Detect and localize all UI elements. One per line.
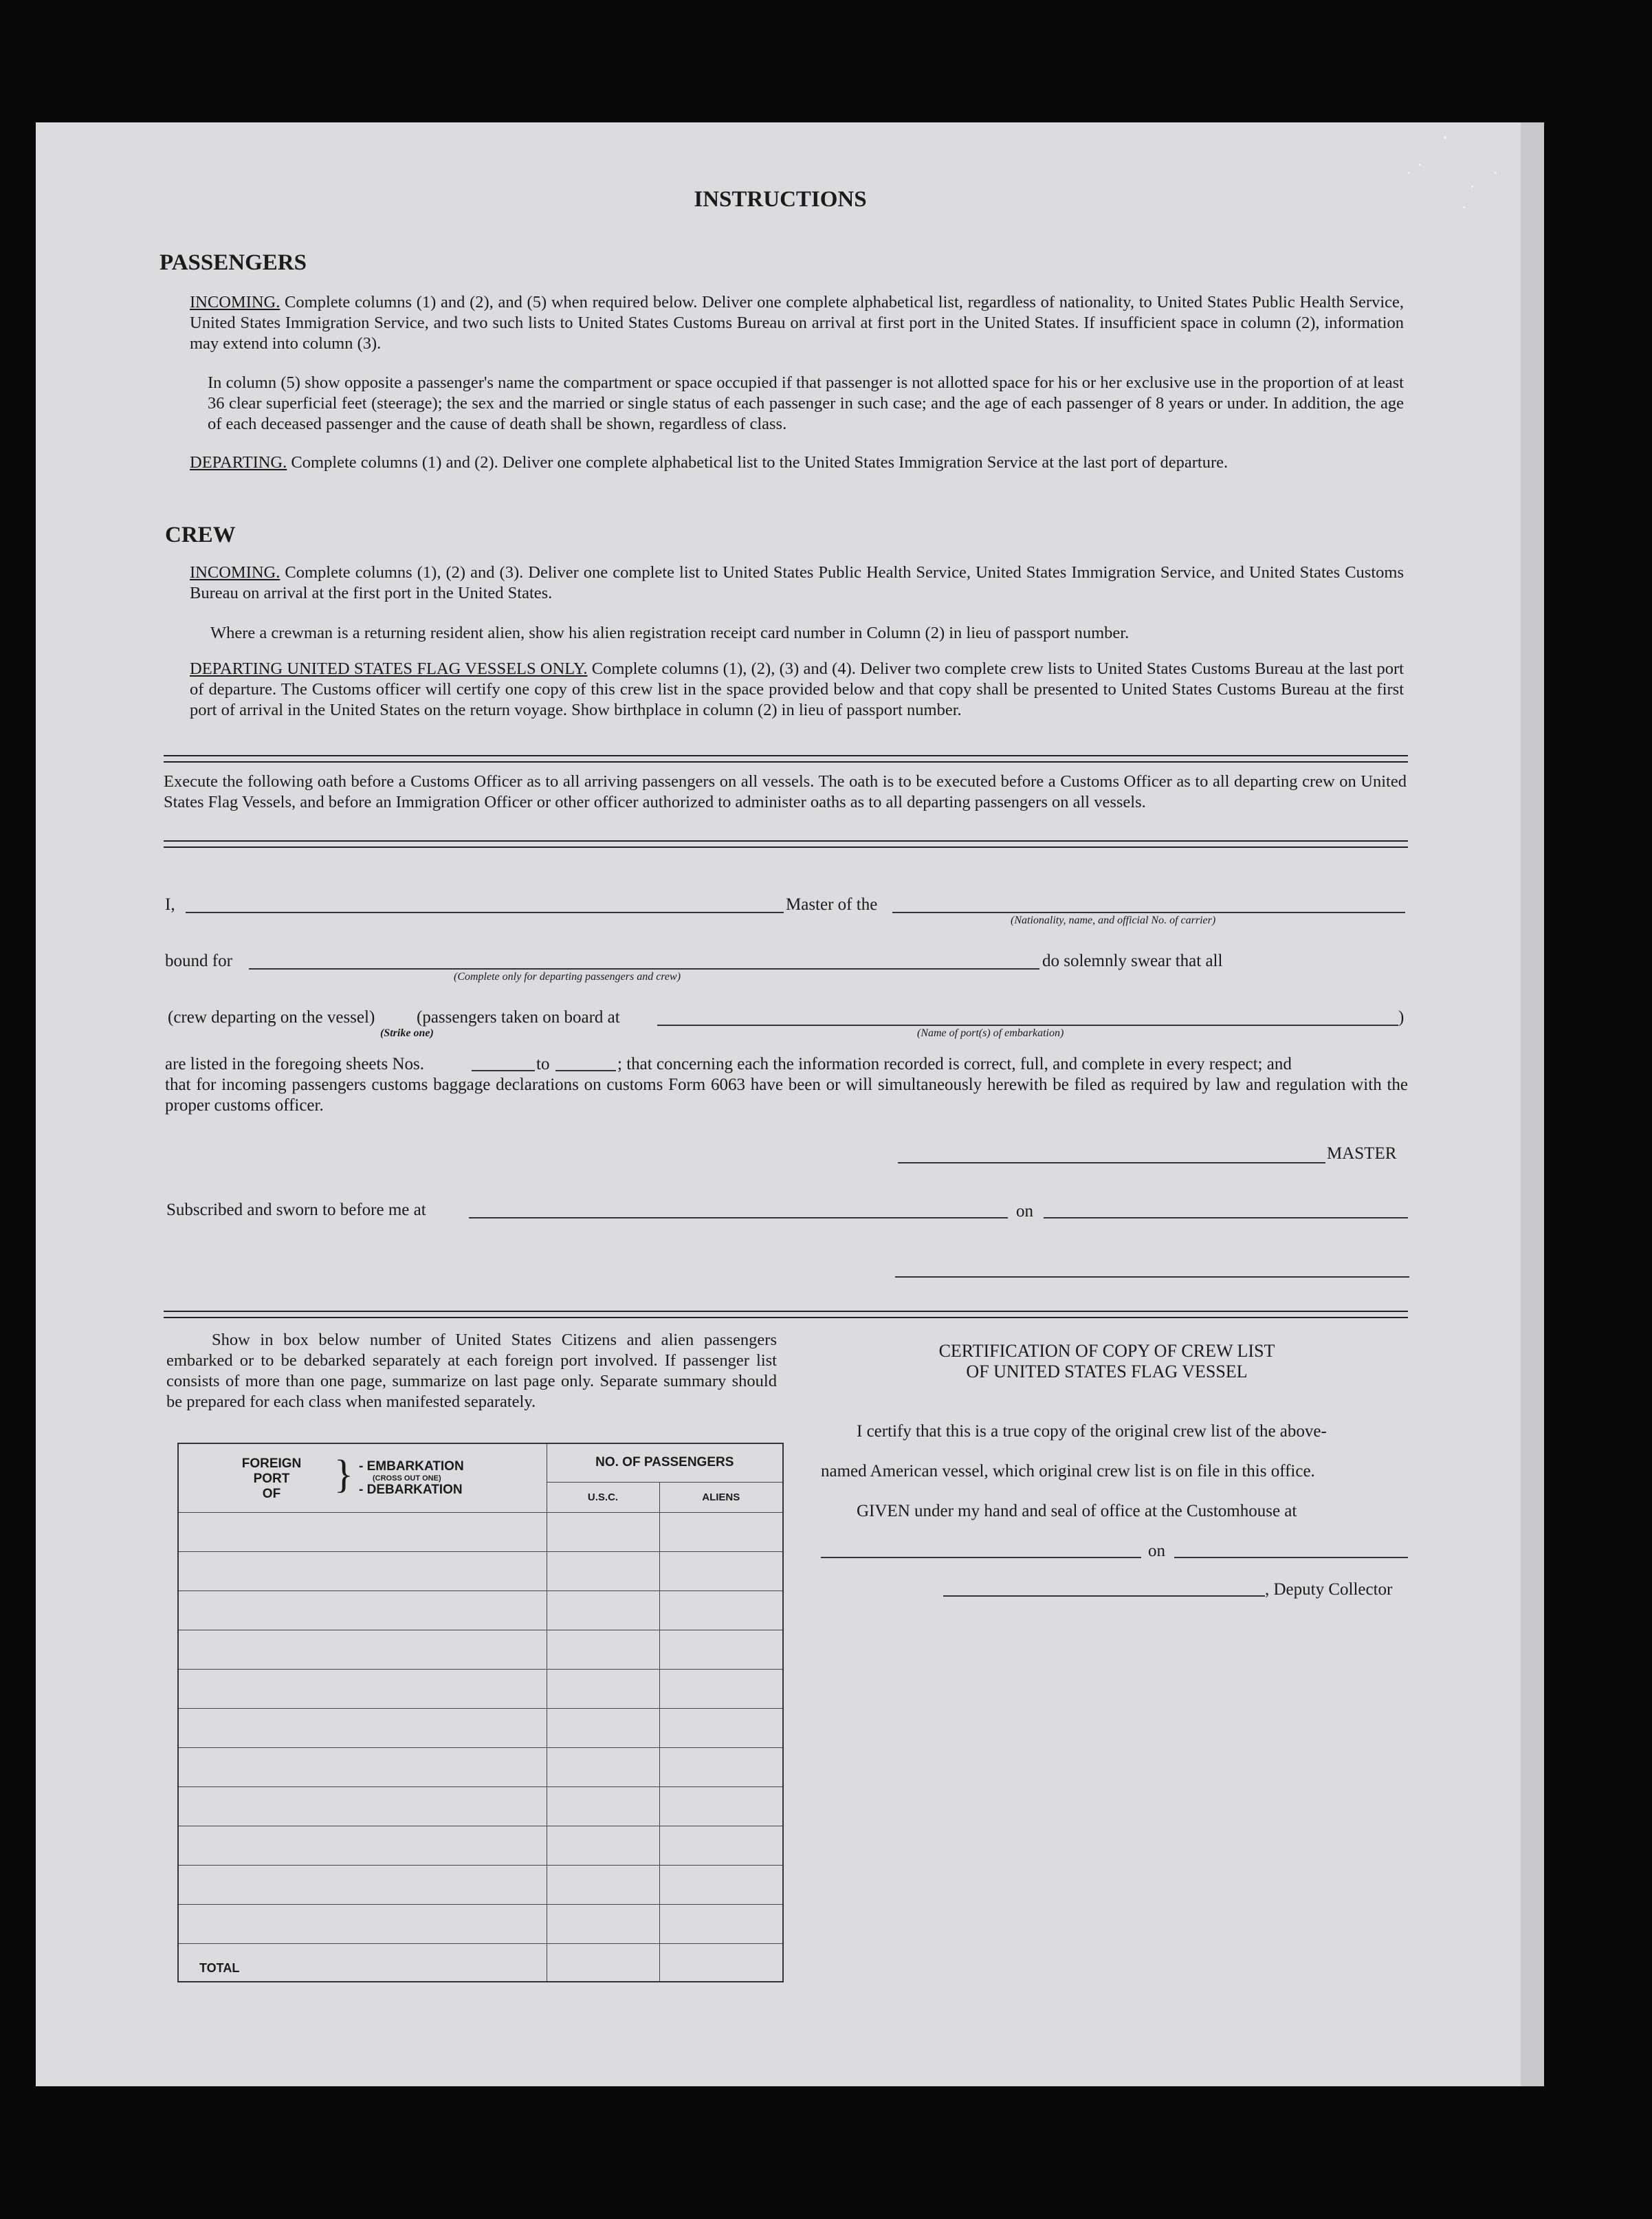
close-paren: ) — [1398, 1008, 1405, 1027]
summary-body — [178, 1512, 783, 1943]
carrier-caption: (Nationality, name, and official No. of carrier) — [1011, 915, 1216, 926]
usc-cell[interactable] — [547, 1551, 659, 1591]
subscribed-label: Subscribed and sworn to before me at — [166, 1201, 426, 1219]
table-row — [178, 1826, 783, 1865]
table-row — [178, 1904, 783, 1943]
certification-given: GIVEN under my hand and seal of office at the Customhouse at — [857, 1502, 1297, 1520]
passenger-summary-table — [177, 1443, 784, 1982]
total-row — [178, 1943, 783, 1982]
swear-text: do solemnly swear that all — [1042, 952, 1223, 970]
strike-one-caption: (Strike one) — [380, 1027, 434, 1039]
aliens-cell[interactable] — [659, 1865, 783, 1904]
master-of-the-label: Master of the — [786, 895, 878, 914]
ports-caption: (Name of port(s) of embarkation) — [917, 1027, 1064, 1039]
aliens-cell[interactable] — [659, 1551, 783, 1591]
table-row — [178, 1630, 783, 1669]
aliens-cell[interactable] — [659, 1630, 783, 1669]
page-title: INSTRUCTIONS — [694, 187, 867, 212]
section-divider — [164, 755, 1408, 763]
passengers-incoming-paragraph — [190, 292, 1404, 354]
passengers-departing-label: DEPARTING. — [190, 453, 287, 472]
port-cell[interactable] — [178, 1747, 547, 1786]
usc-cell[interactable] — [547, 1512, 659, 1551]
officer-signature-field[interactable] — [895, 1276, 1409, 1278]
port-cell[interactable] — [178, 1826, 547, 1865]
total-aliens-cell[interactable] — [659, 1943, 783, 1982]
certification-title — [818, 1341, 1396, 1382]
crew-departing-text: Complete columns (1), (2), (3) and (4). Deliver two complete crew lists to United States Customs Bureau at the last port of departure. The Customs officer will certify one copy of this crew list in the space provided below and that copy shall be presented to United States Customs Bureau at the first port of arrival in the United States on the return voyage. Show birthplace in column (2) in lieu of passport number. — [190, 659, 1404, 719]
aliens-cell[interactable] — [659, 1512, 783, 1551]
customhouse-field[interactable] — [821, 1557, 1141, 1558]
brace-icon: } — [334, 1452, 353, 1496]
table-header-row — [178, 1443, 783, 1482]
table-row — [178, 1551, 783, 1591]
port-cell[interactable] — [178, 1904, 547, 1943]
of-label: OF — [262, 1487, 281, 1501]
embarkation-option[interactable]: - EMBARKATION — [359, 1459, 464, 1474]
subscribed-date-field[interactable] — [1044, 1217, 1408, 1218]
usc-cell[interactable] — [547, 1630, 659, 1669]
usc-cell[interactable] — [547, 1591, 659, 1630]
table-row — [178, 1865, 783, 1904]
table-row — [178, 1708, 783, 1747]
debarkation-option[interactable]: - DEBARKATION — [359, 1483, 463, 1497]
certification-on-label: on — [1148, 1542, 1165, 1560]
summary-instruction: Show in box below number of United States Citizens and alien passengers embarked or to be debarked separately at each foreign port involved. If passenger list consists of more than one page, summarize on last page only. Separate summary should be prepared for each class when manifested separately. — [166, 1331, 777, 1411]
listed-text-b: ; that concerning each the information recorded is correct, full, and complete in every respect; and — [617, 1055, 1292, 1073]
listed-text-c: that for incoming passengers customs baggage declarations on customs Form 6063 have been or will simultaneously herewith be filed as required by law and regulation with the proper customs officer. — [165, 1075, 1408, 1115]
passengers-heading: PASSENGERS — [159, 250, 307, 275]
crew-incoming-paragraph — [190, 562, 1404, 604]
usc-cell[interactable] — [547, 1904, 659, 1943]
usc-cell[interactable] — [547, 1826, 659, 1865]
bound-for-field[interactable] — [249, 968, 1039, 970]
deputy-collector-label: , Deputy Collector — [1265, 1580, 1393, 1599]
subscribed-on-label: on — [1016, 1202, 1033, 1221]
table-row — [178, 1591, 783, 1630]
passengers-departing-text: Complete columns (1) and (2). Deliver one complete alphabetical list to the United States Immigration Service at the last port of departure. — [291, 453, 1229, 472]
foreign-label: FOREIGN — [241, 1456, 302, 1471]
port-cell[interactable] — [178, 1591, 547, 1630]
usc-cell[interactable] — [547, 1747, 659, 1786]
no-passengers-header: NO. OF PASSENGERS — [547, 1443, 783, 1482]
port-label: PORT — [253, 1472, 290, 1486]
passengers-incoming-label: INCOMING. — [190, 293, 280, 311]
port-header-cell — [178, 1443, 547, 1512]
crew-resident-text: Where a crewman is a returning resident alien, show his alien registration receipt card number in Column (2) in lieu of passport number. — [210, 624, 1130, 642]
crew-departing-label: DEPARTING UNITED STATES FLAG VESSELS ONLY. — [190, 659, 588, 678]
passengers-taken-option[interactable]: (passengers taken on board at — [417, 1008, 620, 1027]
aliens-cell[interactable] — [659, 1669, 783, 1708]
aliens-cell[interactable] — [659, 1826, 783, 1865]
deputy-signature-field[interactable] — [943, 1595, 1265, 1597]
passengers-departing-paragraph — [190, 452, 1404, 473]
bound-for-caption: (Complete only for departing passengers and crew) — [454, 971, 681, 983]
aliens-cell[interactable] — [659, 1904, 783, 1943]
port-cell[interactable] — [178, 1669, 547, 1708]
certification-text-line1: I certify that this is a true copy of the original crew list of the above- — [857, 1422, 1327, 1441]
total-label: TOTAL — [178, 1943, 547, 1982]
aliens-cell[interactable] — [659, 1747, 783, 1786]
master-signature-field[interactable] — [898, 1162, 1325, 1163]
usc-header: U.S.C. — [547, 1482, 659, 1512]
aliens-cell[interactable] — [659, 1708, 783, 1747]
certification-title-line2: OF UNITED STATES FLAG VESSEL — [966, 1362, 1248, 1381]
bound-for-label: bound for — [165, 952, 232, 970]
cross-out-note: (CROSS OUT ONE) — [373, 1474, 441, 1483]
passengers-incoming-text: Complete columns (1) and (2), and (5) when required below. Deliver one complete alphabetical list, regardless of nationality, to United States Public Health Service, United States Immigration Service, and two such lists to United States Customs Bureau on arrival at first port in the United States. If insufficient space in column (2), information may extend into column (3). — [190, 293, 1405, 353]
certification-title-line1: CERTIFICATION OF COPY OF CREW LIST — [938, 1341, 1275, 1361]
port-cell[interactable] — [178, 1630, 547, 1669]
aliens-header: ALIENS — [659, 1482, 783, 1512]
section-divider — [164, 840, 1408, 848]
subscribed-place-field[interactable] — [469, 1217, 1008, 1218]
usc-cell[interactable] — [547, 1708, 659, 1747]
listed-to: to — [536, 1055, 550, 1073]
master-name-field[interactable] — [186, 912, 784, 913]
port-cell[interactable] — [178, 1551, 547, 1591]
certification-date-field[interactable] — [1174, 1557, 1408, 1558]
master-label: MASTER — [1327, 1144, 1397, 1163]
crew-departing-paragraph — [190, 659, 1404, 721]
oath-i-label: I, — [165, 895, 175, 914]
table-row — [178, 1669, 783, 1708]
page-edge — [1521, 122, 1544, 2086]
listed-text-a: are listed in the foregoing sheets Nos. — [165, 1055, 424, 1073]
usc-cell[interactable] — [547, 1669, 659, 1708]
crew-incoming-label: INCOMING. — [190, 563, 280, 582]
table-row — [178, 1512, 783, 1551]
sheet-to-field[interactable] — [555, 1070, 616, 1071]
port-cell[interactable] — [178, 1512, 547, 1551]
usc-cell[interactable] — [547, 1786, 659, 1826]
ports-of-embarkation-field[interactable] — [657, 1025, 1398, 1026]
passengers-column5-text: In column (5) show opposite a passenger's name the compartment or space occupied if that passenger is not allotted space for his or her exclusive use in the proportion of at least 36 clear superficial feet (steerage); the sex and the married or single status of each passenger in such case; and the age of each passenger of 8 years or under. In addition, the age of each deceased passenger and the cause of death shall be shown, regardless of class. — [208, 373, 1404, 433]
aliens-cell[interactable] — [659, 1591, 783, 1630]
certification-text-line2: named American vessel, which original crew list is on file in this office. — [821, 1462, 1315, 1480]
crew-incoming-text: Complete columns (1), (2) and (3). Deliver one complete list to United States Public Health Service, United States Immigration Service, and United States Customs Bureau on arrival at the first port in the United States. — [190, 563, 1404, 602]
oath-instruction: Execute the following oath before a Customs Officer as to all arriving passengers on all vessels. The oath is to be executed before a Customs Officer as to all departing crew on United States Flag Vessels, and before an Immigration Officer or other officer authorized to administer oaths as to all departing passengers on all vessels. — [164, 772, 1407, 811]
table-row — [178, 1747, 783, 1786]
port-cell[interactable] — [178, 1708, 547, 1747]
port-cell[interactable] — [178, 1865, 547, 1904]
table-row — [178, 1786, 783, 1826]
crew-departing-option[interactable]: (crew departing on the vessel) — [168, 1008, 375, 1027]
usc-cell[interactable] — [547, 1865, 659, 1904]
sheet-from-field[interactable] — [472, 1070, 535, 1071]
aliens-cell[interactable] — [659, 1786, 783, 1826]
port-cell[interactable] — [178, 1786, 547, 1826]
section-divider — [164, 1311, 1408, 1318]
crew-heading: CREW — [165, 523, 236, 547]
total-usc-cell[interactable] — [547, 1943, 659, 1982]
port-header-labels — [220, 1456, 323, 1502]
carrier-field[interactable] — [892, 912, 1405, 913]
